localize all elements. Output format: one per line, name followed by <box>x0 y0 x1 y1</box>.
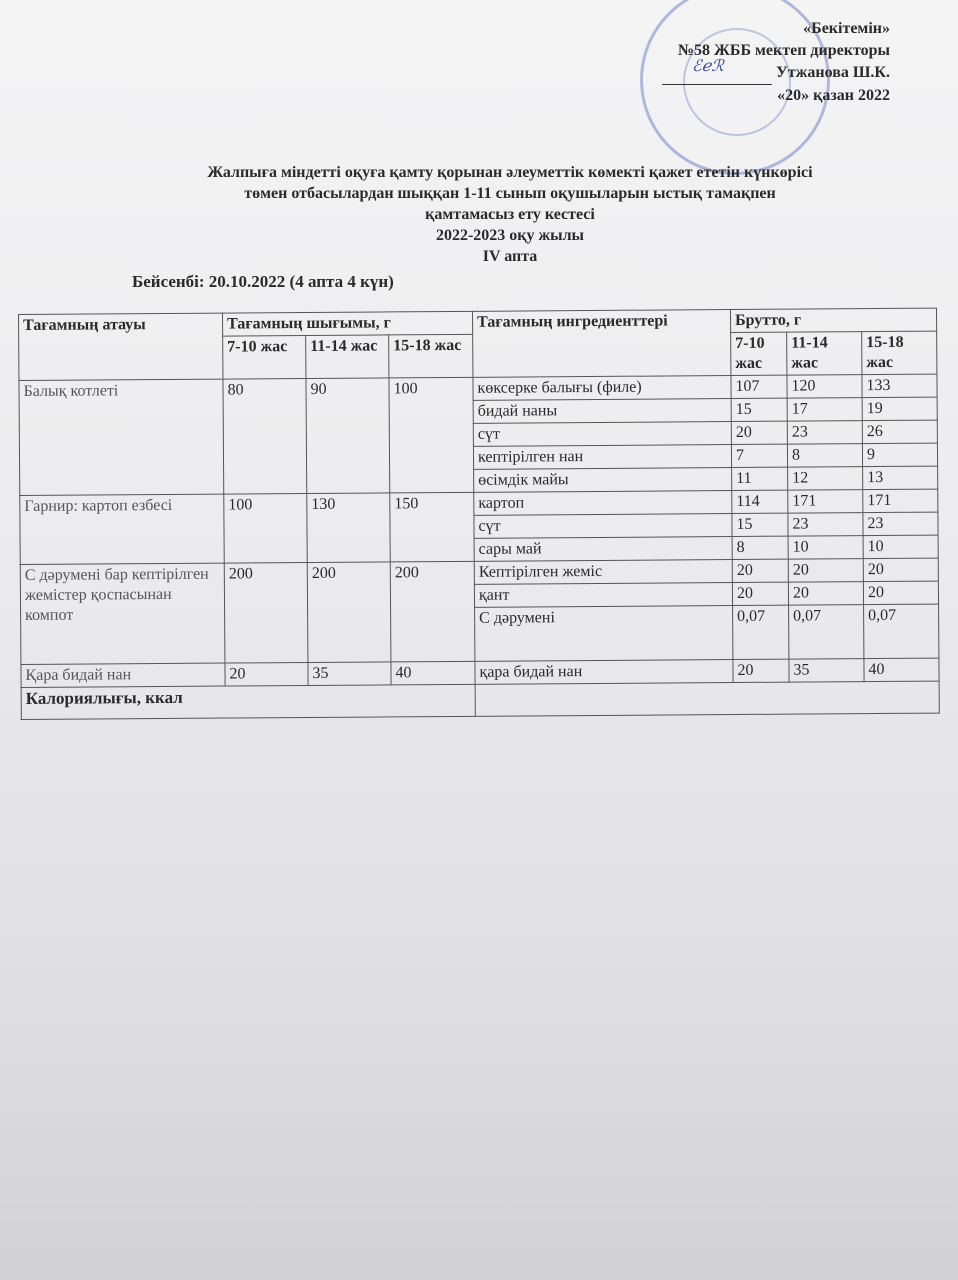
dish-yield: 200 <box>390 561 475 662</box>
brutto-value: 10 <box>863 535 938 559</box>
header-age: 7-10 жас <box>731 332 787 375</box>
brutto-value: 12 <box>788 467 863 491</box>
ingredient-name: өсімдік майы <box>474 468 732 493</box>
ingredient-name: С дәрумені <box>475 606 733 662</box>
ingredient-name: картоп <box>474 491 732 516</box>
header-ingredients: Тағамның ингредиенттері <box>472 310 730 378</box>
brutto-value: 23 <box>788 513 863 537</box>
brutto-value: 15 <box>732 513 788 536</box>
approval-date: «20» қазан 2022 <box>777 87 890 104</box>
ingredient-name: қара бидай нан <box>475 660 733 685</box>
brutto-value: 20 <box>732 582 788 605</box>
brutto-value: 114 <box>732 490 788 513</box>
dish-yield: 40 <box>391 661 475 685</box>
brutto-value: 26 <box>862 420 937 444</box>
brutto-value: 0,07 <box>733 605 789 659</box>
day-label: Бейсенбі: 20.10.2022 (4 апта 4 күн) <box>132 272 394 291</box>
dish-name: Гарнир: картоп езбесі <box>20 494 224 564</box>
header-yield: Тағамның шығымы, г <box>222 311 472 336</box>
calories-value <box>475 681 939 716</box>
dish-yield: 100 <box>224 493 307 563</box>
calories-row <box>21 681 939 719</box>
header-dish: Тағамның атауы <box>19 313 223 380</box>
ingredient-name: Кептірілген жеміс <box>474 560 732 585</box>
title-line: қамтамасыз ету кестесі <box>425 206 595 223</box>
week-label: IV апта <box>482 248 538 265</box>
brutto-value: 8 <box>732 536 788 559</box>
header-age: 7-10 жас <box>223 335 306 379</box>
title-line: Жалпыға міндетті оқуға қамту қорынан әлеуметтік көмекті қажет ететін күнкөрісі <box>207 164 813 181</box>
header-age: 11-14 жас <box>306 335 389 379</box>
brutto-value: 11 <box>732 467 788 490</box>
brutto-value: 9 <box>862 443 937 467</box>
brutto-value: 10 <box>788 536 863 560</box>
brutto-value: 20 <box>863 558 938 582</box>
ingredient-name: бидай наны <box>473 399 731 424</box>
brutto-value: 23 <box>787 421 862 445</box>
brutto-value: 20 <box>732 559 788 582</box>
brutto-value: 133 <box>862 374 937 398</box>
ingredient-name: сары май <box>474 537 732 562</box>
header-age: 15-18 жас <box>862 331 937 375</box>
brutto-value: 15 <box>731 398 787 421</box>
dish-yield: 35 <box>308 662 391 686</box>
brutto-value: 107 <box>731 375 787 398</box>
brutto-value: 20 <box>788 559 863 583</box>
brutto-value: 23 <box>863 512 938 536</box>
title-line: төмен отбасылардан шыққан 1-11 сынып оқушыларын ыстық тамақпен <box>244 185 776 202</box>
brutto-value: 171 <box>863 489 938 513</box>
brutto-value: 20 <box>731 421 787 444</box>
dish-yield: 100 <box>389 377 474 493</box>
calories-label: Калориялығы, ккал <box>21 684 475 719</box>
brutto-value: 171 <box>788 490 863 514</box>
dish-yield: 200 <box>307 562 391 663</box>
ingredient-name: кептірілген нан <box>473 445 731 470</box>
header-age: 11-14 жас <box>787 332 862 376</box>
dish-yield: 20 <box>225 662 308 686</box>
brutto-value: 20 <box>863 581 938 605</box>
dish-name: Балық котлеті <box>19 379 224 495</box>
approval-position: №58 ЖББ мектеп директоры <box>677 42 890 59</box>
ingredient-name: қант <box>474 583 732 608</box>
approval-block <box>662 18 890 107</box>
dish-yield: 90 <box>306 378 390 494</box>
signature: ℰℯℛ <box>691 58 724 75</box>
approval-signature-row <box>662 58 890 85</box>
dish-yield: 80 <box>223 378 307 494</box>
academic-year: 2022-2023 оқу жылы <box>435 227 585 244</box>
header-age: 15-18 жас <box>389 334 473 378</box>
ingredient-name: сүт <box>473 422 731 447</box>
brutto-value: 35 <box>789 659 864 683</box>
header-brutto: Брутто, г <box>730 308 936 332</box>
ingredient-name: көксерке балығы (филе) <box>473 376 731 401</box>
brutto-value: 13 <box>863 466 938 490</box>
approval-title: «Бекітемін» <box>803 20 890 37</box>
dish-yield: 200 <box>224 562 308 663</box>
dish-name: С дәрумені бар кептірілген жемістер қоспасынан компот <box>20 563 225 664</box>
dish-yield: 150 <box>390 492 474 562</box>
dish-name: Қара бидай нан <box>21 663 225 687</box>
brutto-value: 40 <box>864 658 939 682</box>
brutto-value: 0,07 <box>864 604 939 659</box>
brutto-value: 7 <box>731 444 787 467</box>
brutto-value: 20 <box>788 582 863 606</box>
document-title <box>120 162 900 267</box>
director-name: Утжанова Ш.К. <box>775 64 890 81</box>
brutto-value: 120 <box>787 375 862 399</box>
brutto-value: 17 <box>787 398 862 422</box>
ingredient-name: сүт <box>474 514 732 539</box>
brutto-value: 0,07 <box>789 605 864 660</box>
brutto-value: 8 <box>787 444 862 468</box>
dish-yield: 130 <box>307 493 390 563</box>
brutto-value: 20 <box>733 659 789 682</box>
menu-table <box>18 308 940 720</box>
brutto-value: 19 <box>862 397 937 421</box>
signature-line <box>662 58 772 85</box>
